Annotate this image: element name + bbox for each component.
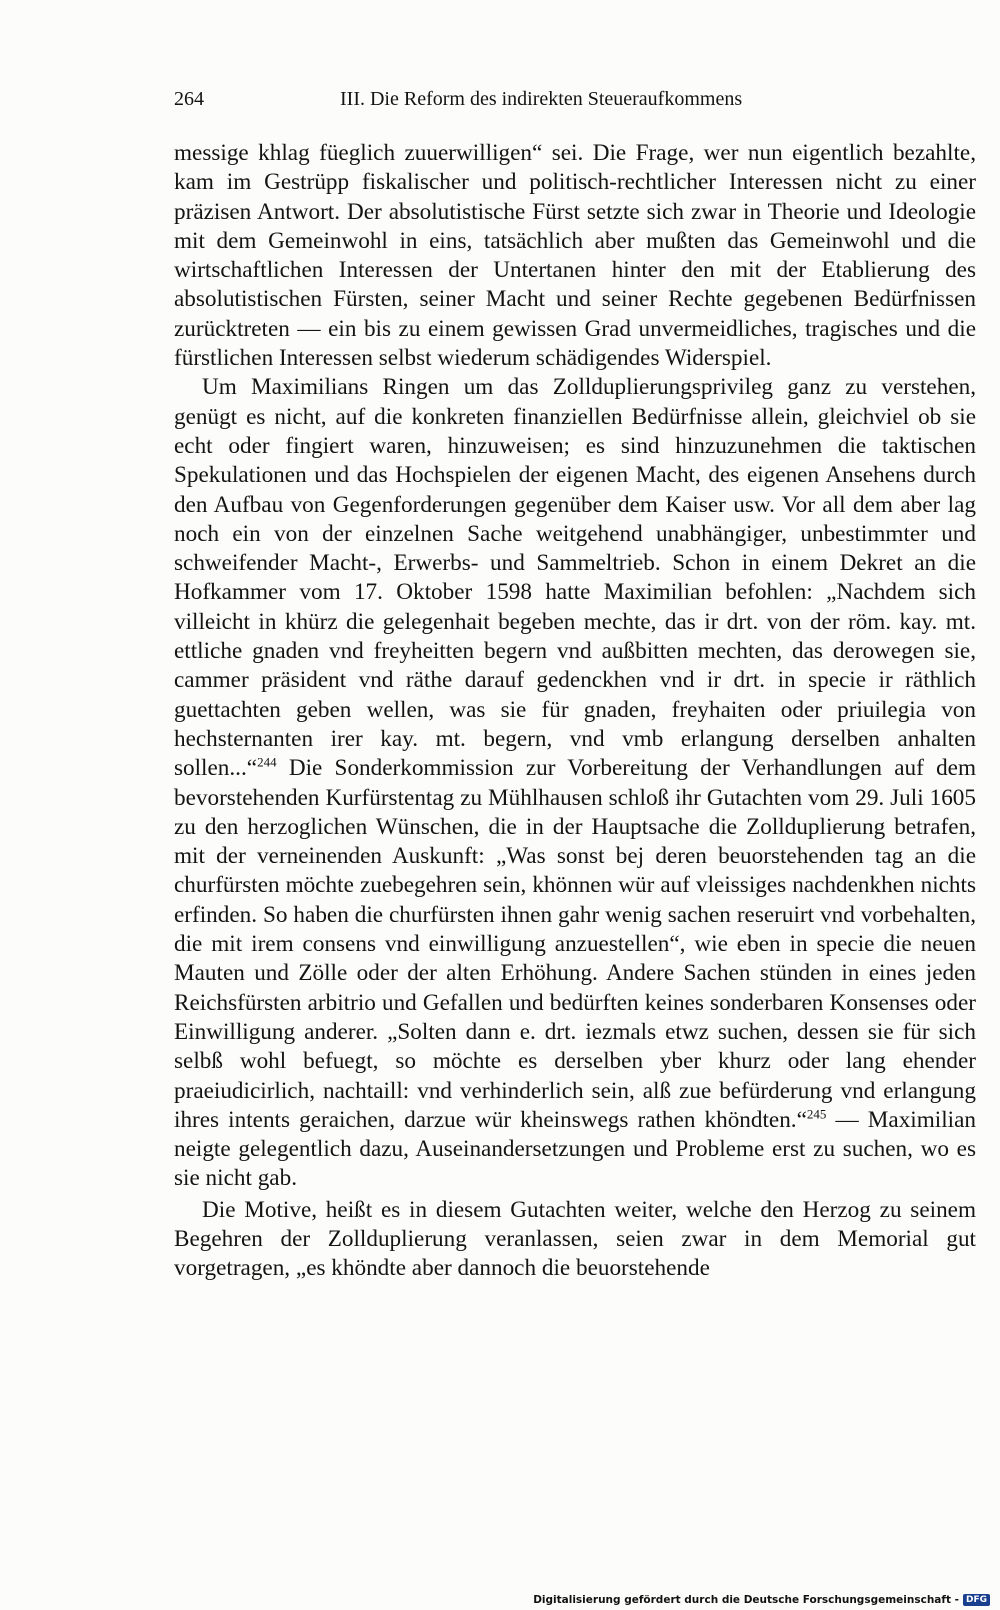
paragraph-3-text: Die Motive, heißt es in diesem Gutachten weiter, welche den Herzog zu seinem Begehren der Zollduplierung veranlassen, seien zwar in dem Memorial gut vorgetragen, „es khöndte aber dannoch die beuorstehende — [174, 1196, 976, 1282]
paragraph-1 — [174, 139, 976, 373]
page-number: 264 — [174, 88, 204, 110]
footnote-ref-244: 244 — [257, 754, 277, 770]
digitization-credit — [533, 1594, 990, 1606]
paragraph-2-text-c: — Maximilian neigte gelegentlich dazu, Auseinandersetzungen und Probleme erst zu suchen, wo es sie nicht gab. — [174, 1106, 976, 1192]
paragraph-2 — [174, 373, 976, 1193]
footnote-ref-245: 245 — [806, 1106, 827, 1122]
running-header — [174, 88, 976, 118]
paragraph-1-text: messige khlag füeglich zuuerwilligen“ sei. Die Frage, wer nun eigentlich bezahlte, kam im Gestrüpp fiskalischer und politisch-rechtlicher Interessen nicht zu einer präzisen Antwort. Der absolutistische Fürst setzte sich zwar in Theorie und Ideologie mit dem Gemeinwohl in eins, tatsächlich aber mußten das Gemeinwohl und die wirtschaftlichen Interessen der Untertanen hinter den mit der Etablierung des absolutistischen Fürsten, seiner Macht und seiner Rechte gegebenen Bedürfnissen zurücktreten — ein bis zu einem gewissen Grad unvermeidliches, tragisches und die fürstlichen Interessen selbst wiederum schädigendes Widerspiel. — [174, 140, 976, 372]
paragraph-2-text-a: Um Maximilians Ringen um das Zollduplierungsprivileg ganz zu verstehen, genügt es nicht, auf die konkreten finanziellen Bedürfnisse allein, gleichviel ob sie echt oder fingiert waren, hinzuweisen; es sind hinzuzunehmen die taktischen Spekulationen und das Hochspielen der eigenen Macht, des eigenen Ansehens durch den Aufbau von Gegenforderungen gegenüber dem Kaiser usw. Vor all dem aber lag noch ein von der einzelnen Sache weitgehend unabhängiger, unbestimmter und schweifender Macht-, Erwerbs- und Sammeltrieb. Schon in einem Dekret an die Hofkammer vom 17. Oktober 1598 hatte Maximilian befohlen: „Nachdem sich villeicht in khürz die gelegenhait begeben mechte, das ir drt. von der röm. kay. mt. ettliche gnaden vnd freyheitten begern vnd außbitten mechten, das derowegen sie, cammer präsident vnd räthe darauf gedenckhen vnd ir drt. in specie ir räthlich guettachten geben wellen, was sie für gnaden, freyhaiten oder priuilegia von hechsternanten irer kay. mt. begern, vnd vmb erlangung derselben anhalten sollen...“ — [174, 374, 976, 782]
paragraph-3 — [174, 1196, 976, 1284]
paragraph-2-text-b: Die Sonderkommission zur Vorbereitung der Verhandlungen auf dem bevorstehenden Kurfürstentag zu Mühlhausen schloß ihr Gutachten vom 29. Juli 1605 zu den herzoglichen Wünschen, die in der Hauptsache die Zollduplierung betrafen, mit der verneinenden Auskunft: „Was sonst bej deren beuorstehenden tag an die churfürsten möchte zuebegehren sein, khönnen wür auf vleissiges nachdenkhen nichts erfinden. So haben die churfürsten ihnen gahr wenig sachen reseruirt vnd vorbehalten, die mit irem consens vnd einwilligung anzuestellen“, wie eben in specie die neuen Mauten und Zölle oder der alten Erhöhung. Andere Sachen stünden in eines jeden Reichsfürsten arbitrio und Gefallen und bedürften keines sonderbaren Konsenses oder Einwilligung anderer. „Solten dann e. drt. iezmals etwz suchen, dessen sie für sich selbß wohl befuegt, so möchte es derselben yber khurz oder lang ehender praeiudicirlich, nachtaill: vnd verhinderlich sein, alß zue befürderung vnd erlangung ihres intents geraichen, darzue wür kheinswegs rathen khöndten.“ — [174, 755, 976, 1133]
body-text — [174, 139, 976, 1284]
credit-text: Digitalisierung gefördert durch die Deutsche Forschungsgemeinschaft - — [533, 1594, 959, 1606]
running-title: III. Die Reform des indirekten Steueraufkommens — [340, 88, 743, 110]
dfg-logo: DFG — [963, 1594, 990, 1606]
